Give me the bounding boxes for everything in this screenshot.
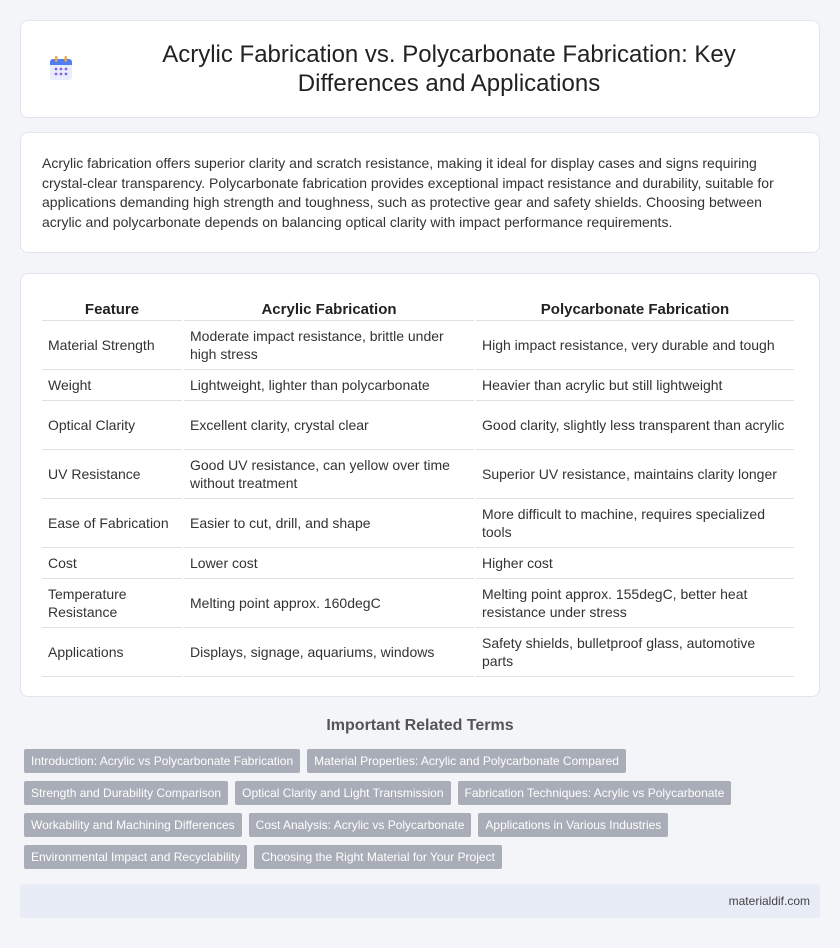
feature-cell: Material Strength [42, 321, 182, 370]
feature-cell: Ease of Fabrication [42, 499, 182, 548]
polycarbonate-cell: Superior UV resistance, maintains clarity longer [476, 450, 794, 499]
footer-site-name[interactable]: materialdif.com [728, 894, 810, 908]
table-row [42, 370, 794, 401]
polycarbonate-cell: Safety shields, bulletproof glass, automotive parts [476, 628, 794, 677]
column-header-feature: Feature [42, 294, 182, 321]
related-terms-list [24, 749, 824, 877]
intro-paragraph: Acrylic fabrication offers superior clarity and scratch resistance, making it ideal for display cases and signs requiring crystal-clear transparency. Polycarbonate fabrication provides exceptional impact resistance and durability, suitable for applications demanding high strength and toughness, such as protective gear and safety shields. Choosing between acrylic and polycarbonate depends on balancing optical clarity with impact performance requirements. [42, 155, 774, 230]
polycarbonate-cell: Good clarity, slightly less transparent than acrylic [476, 401, 794, 450]
table-row [42, 628, 794, 677]
polycarbonate-cell: More difficult to machine, requires specialized tools [476, 499, 794, 548]
comparison-table-card [20, 273, 820, 697]
polycarbonate-cell: High impact resistance, very durable and tough [476, 321, 794, 370]
footer [20, 884, 820, 918]
table-header-row [42, 294, 794, 321]
related-terms-title: Important Related Terms [326, 717, 514, 734]
acrylic-cell: Good UV resistance, can yellow over time without treatment [184, 450, 474, 499]
feature-cell: Temperature Resistance [42, 579, 182, 628]
column-header-acrylic: Acrylic Fabrication [184, 294, 474, 321]
acrylic-cell: Moderate impact resistance, brittle under high stress [184, 321, 474, 370]
related-term-tag[interactable]: Fabrication Techniques: Acrylic vs Polycarbonate [458, 781, 732, 805]
acrylic-cell: Easier to cut, drill, and shape [184, 499, 474, 548]
acrylic-cell: Lower cost [184, 548, 474, 579]
feature-cell: Weight [42, 370, 182, 401]
table-row [42, 579, 794, 628]
polycarbonate-cell: Heavier than acrylic but still lightweight [476, 370, 794, 401]
feature-cell: Applications [42, 628, 182, 677]
polycarbonate-cell: Higher cost [476, 548, 794, 579]
related-term-tag[interactable]: Workability and Machining Differences [24, 813, 242, 837]
table-row [42, 321, 794, 370]
related-term-tag[interactable]: Strength and Durability Comparison [24, 781, 228, 805]
table-row [42, 548, 794, 579]
acrylic-cell: Melting point approx. 160degC [184, 579, 474, 628]
comparison-table [40, 294, 796, 677]
related-term-tag[interactable]: Choosing the Right Material for Your Project [254, 845, 501, 869]
acrylic-cell: Excellent clarity, crystal clear [184, 401, 474, 450]
feature-cell: Cost [42, 548, 182, 579]
header-card [20, 20, 820, 118]
related-term-tag[interactable]: Applications in Various Industries [478, 813, 668, 837]
acrylic-cell: Lightweight, lighter than polycarbonate [184, 370, 474, 401]
related-term-tag[interactable]: Introduction: Acrylic vs Polycarbonate Fabrication [24, 749, 300, 773]
acrylic-cell: Displays, signage, aquariums, windows [184, 628, 474, 677]
feature-cell: Optical Clarity [42, 401, 182, 450]
polycarbonate-cell: Melting point approx. 155degC, better heat resistance under stress [476, 579, 794, 628]
feature-cell: UV Resistance [42, 450, 182, 499]
page-title: Acrylic Fabrication vs. Polycarbonate Fabrication: Key Differences and Applications [162, 41, 736, 97]
related-term-tag[interactable]: Optical Clarity and Light Transmission [235, 781, 450, 805]
intro-card [20, 132, 820, 253]
calendar-icon [45, 53, 77, 85]
related-term-tag[interactable]: Environmental Impact and Recyclability [24, 845, 247, 869]
related-term-tag[interactable]: Material Properties: Acrylic and Polycarbonate Compared [307, 749, 626, 773]
column-header-polycarbonate: Polycarbonate Fabrication [476, 294, 794, 321]
table-row [42, 499, 794, 548]
related-term-tag[interactable]: Cost Analysis: Acrylic vs Polycarbonate [249, 813, 472, 837]
table-row [42, 450, 794, 499]
table-row [42, 401, 794, 450]
